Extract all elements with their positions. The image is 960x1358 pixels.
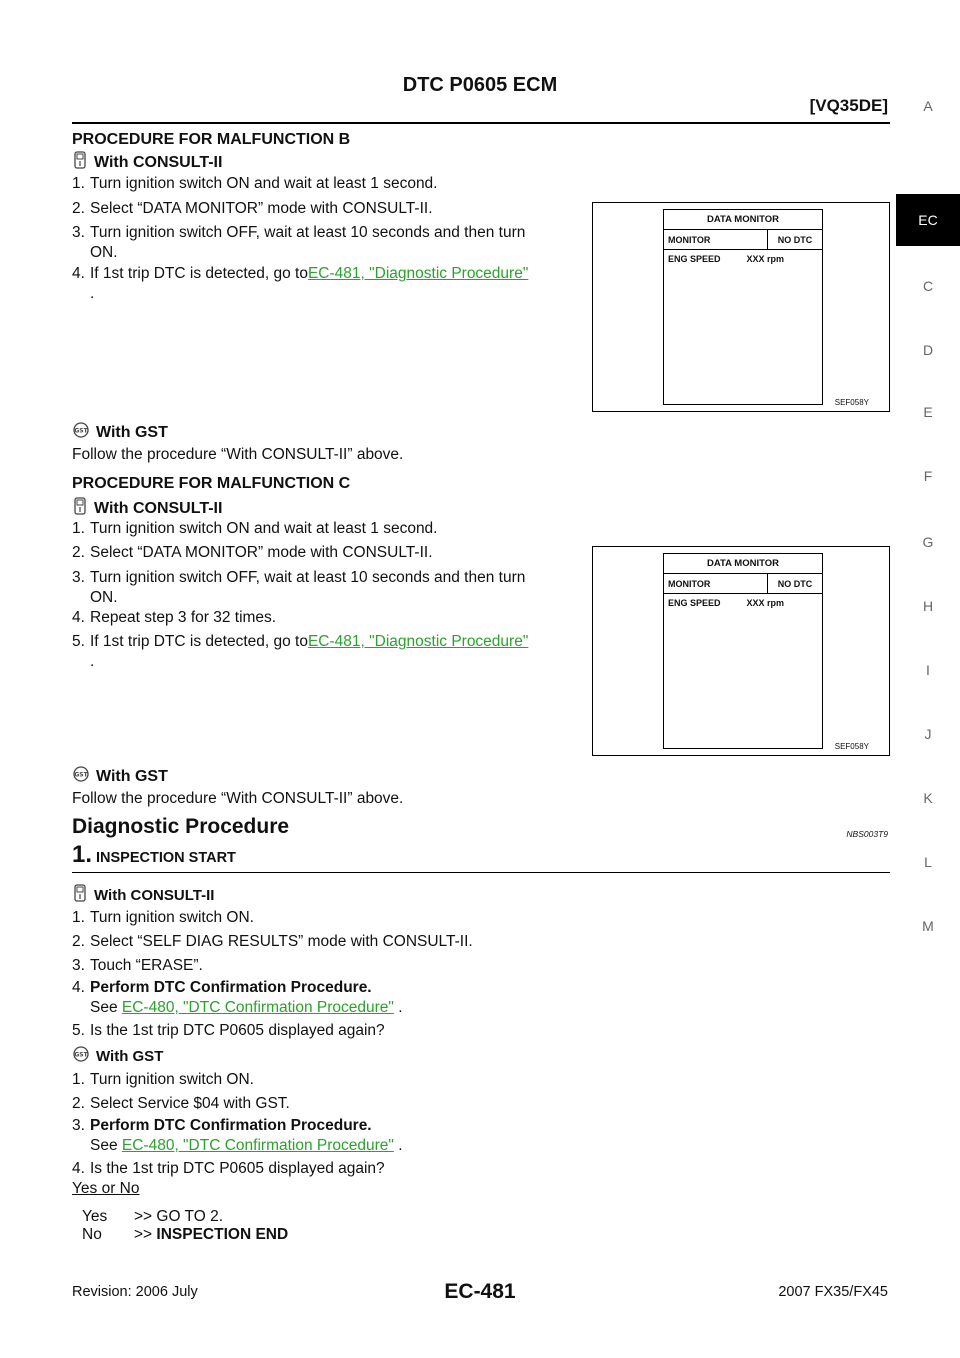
tab-ec[interactable]: EC xyxy=(896,194,960,246)
list-item: 5. Is the 1st trip DTC P0605 displayed again? xyxy=(72,1022,385,1039)
consult-screen xyxy=(663,553,823,749)
screen-value-row: ENG SPEED XXX rpm xyxy=(668,598,785,608)
screen-col-status: NO DTC xyxy=(777,579,813,589)
page-title: DTC P0605 ECM xyxy=(402,74,558,96)
step-title: INSPECTION START xyxy=(96,850,236,866)
tab-e[interactable]: E xyxy=(923,404,933,420)
tab-m[interactable]: M xyxy=(922,918,934,934)
list-item: 2. Select “DATA MONITOR” mode with CONSULT-II. xyxy=(72,200,433,217)
dtc-confirmation-link[interactable]: EC-480, "DTC Confirmation Procedure" xyxy=(121,1137,394,1154)
section-c-consult-heading xyxy=(72,497,222,520)
gst-icon xyxy=(72,1046,90,1066)
section-b-gst-text: Follow the procedure “With CONSULT-II” above. xyxy=(72,446,404,463)
screen-value-row: ENG SPEED XXX rpm xyxy=(668,254,785,264)
list-item: 3. Perform DTC Confirmation Procedure. See EC-480, "DTC Confirmation Procedure" . xyxy=(72,1117,403,1154)
screen-col-status: NO DTC xyxy=(777,235,813,245)
screen-title: DATA MONITOR xyxy=(664,554,822,574)
list-item: 2. Select “DATA MONITOR” mode with CONSULT-II. xyxy=(72,544,433,561)
gst-label: With GST xyxy=(96,423,168,441)
section-b-gst-heading xyxy=(72,422,168,443)
figure-id: SEF058Y xyxy=(834,398,869,407)
yes-or-no-label: Yes or No xyxy=(72,1180,140,1197)
vehicle-model: 2007 FX35/FX45 xyxy=(778,1284,888,1300)
step-heading xyxy=(72,841,236,869)
gst-icon xyxy=(72,766,90,787)
screen-title: DATA MONITOR xyxy=(664,210,822,230)
diagnostic-procedure-title: Diagnostic Procedure xyxy=(72,815,290,838)
section-c-gst-text: Follow the procedure “With CONSULT-II” above. xyxy=(72,790,404,807)
consult-icon xyxy=(72,884,88,906)
list-item: 2. Select Service $04 with GST. xyxy=(72,1095,290,1112)
gst-label: With GST xyxy=(96,1047,164,1065)
data-monitor-figure xyxy=(592,546,890,756)
tab-l[interactable]: L xyxy=(924,854,932,870)
screen-col-monitor: MONITOR xyxy=(664,230,768,249)
tab-d[interactable]: D xyxy=(922,342,934,358)
consult-label: With CONSULT-II xyxy=(94,153,223,171)
section-c-gst-heading xyxy=(72,766,168,787)
answer-yes: Yes >> GO TO 2. xyxy=(82,1208,224,1225)
list-item: 4. Perform DTC Confirmation Procedure. See EC-480, "DTC Confirmation Procedure" . xyxy=(72,979,403,1016)
list-item: 4. Is the 1st trip DTC P0605 displayed again? xyxy=(72,1160,385,1177)
step-number: 1. xyxy=(72,841,93,868)
list-item: 1. Turn ignition switch ON and wait at least 1 second. xyxy=(72,175,438,192)
gst-icon xyxy=(72,422,90,443)
svg-text:GST: GST xyxy=(74,1051,88,1059)
tab-a[interactable]: A xyxy=(923,98,933,114)
page-number: EC-481 xyxy=(444,1280,516,1303)
header-rule xyxy=(72,122,890,124)
list-item: 4. Repeat step 3 for 32 times. xyxy=(72,609,277,626)
answer-no: No >> INSPECTION END xyxy=(82,1226,289,1243)
screen-col-monitor: MONITOR xyxy=(664,574,768,593)
consult-screen xyxy=(663,209,823,405)
list-item: 3. Turn ignition switch OFF, wait at least 10 seconds and then turn ON. xyxy=(72,224,526,261)
figure-id: SEF058Y xyxy=(834,742,869,751)
list-item: 1. Turn ignition switch ON and wait at least 1 second. xyxy=(72,520,438,537)
gst-label: With GST xyxy=(96,767,168,785)
section-c-title: PROCEDURE FOR MALFUNCTION C xyxy=(72,475,351,492)
section-b-consult-heading xyxy=(72,151,222,174)
diag-gst-heading xyxy=(72,1046,163,1066)
consult-icon xyxy=(72,497,88,520)
tab-g[interactable]: G xyxy=(922,534,934,550)
tab-k[interactable]: K xyxy=(923,790,933,806)
list-item: 1. Turn ignition switch ON. xyxy=(72,1071,254,1088)
tab-c[interactable]: C xyxy=(922,278,934,294)
dtc-confirmation-link[interactable]: EC-480, "DTC Confirmation Procedure" xyxy=(121,999,394,1016)
consult-label: With CONSULT-II xyxy=(94,886,215,904)
tab-f[interactable]: F xyxy=(923,468,933,484)
tab-j[interactable]: J xyxy=(924,726,932,742)
list-item: 3. Touch “ERASE”. xyxy=(72,957,203,974)
diagnostic-procedure-code: NBS003T9 xyxy=(846,829,888,839)
engine-code: [VQ35DE] xyxy=(809,96,888,115)
consult-label: With CONSULT-II xyxy=(94,499,223,517)
list-item: 1. Turn ignition switch ON. xyxy=(72,909,254,926)
revision-date: Revision: 2006 July xyxy=(72,1284,198,1300)
tab-i[interactable]: I xyxy=(926,662,930,678)
consult-icon xyxy=(72,151,88,174)
svg-text:GST: GST xyxy=(74,427,88,435)
list-item: 3. Turn ignition switch OFF, wait at least 10 seconds and then turn ON. xyxy=(72,569,526,606)
list-item: 4. If 1st trip DTC is detected, go toEC-481, "Diagnostic Procedure" . xyxy=(72,265,529,302)
data-monitor-figure xyxy=(592,202,890,412)
list-item: 2. Select “SELF DIAG RESULTS” mode with CONSULT-II. xyxy=(72,933,473,950)
tab-h[interactable]: H xyxy=(922,598,934,614)
list-item: 5. If 1st trip DTC is detected, go toEC-481, "Diagnostic Procedure" . xyxy=(72,633,529,670)
svg-text:GST: GST xyxy=(74,771,88,779)
diagnostic-procedure-link[interactable]: EC-481, "Diagnostic Procedure" xyxy=(307,265,529,282)
step-rule xyxy=(72,872,890,873)
diagnostic-procedure-link[interactable]: EC-481, "Diagnostic Procedure" xyxy=(307,633,529,650)
diag-consult-heading xyxy=(72,884,214,906)
section-b-title: PROCEDURE FOR MALFUNCTION B xyxy=(72,131,351,148)
